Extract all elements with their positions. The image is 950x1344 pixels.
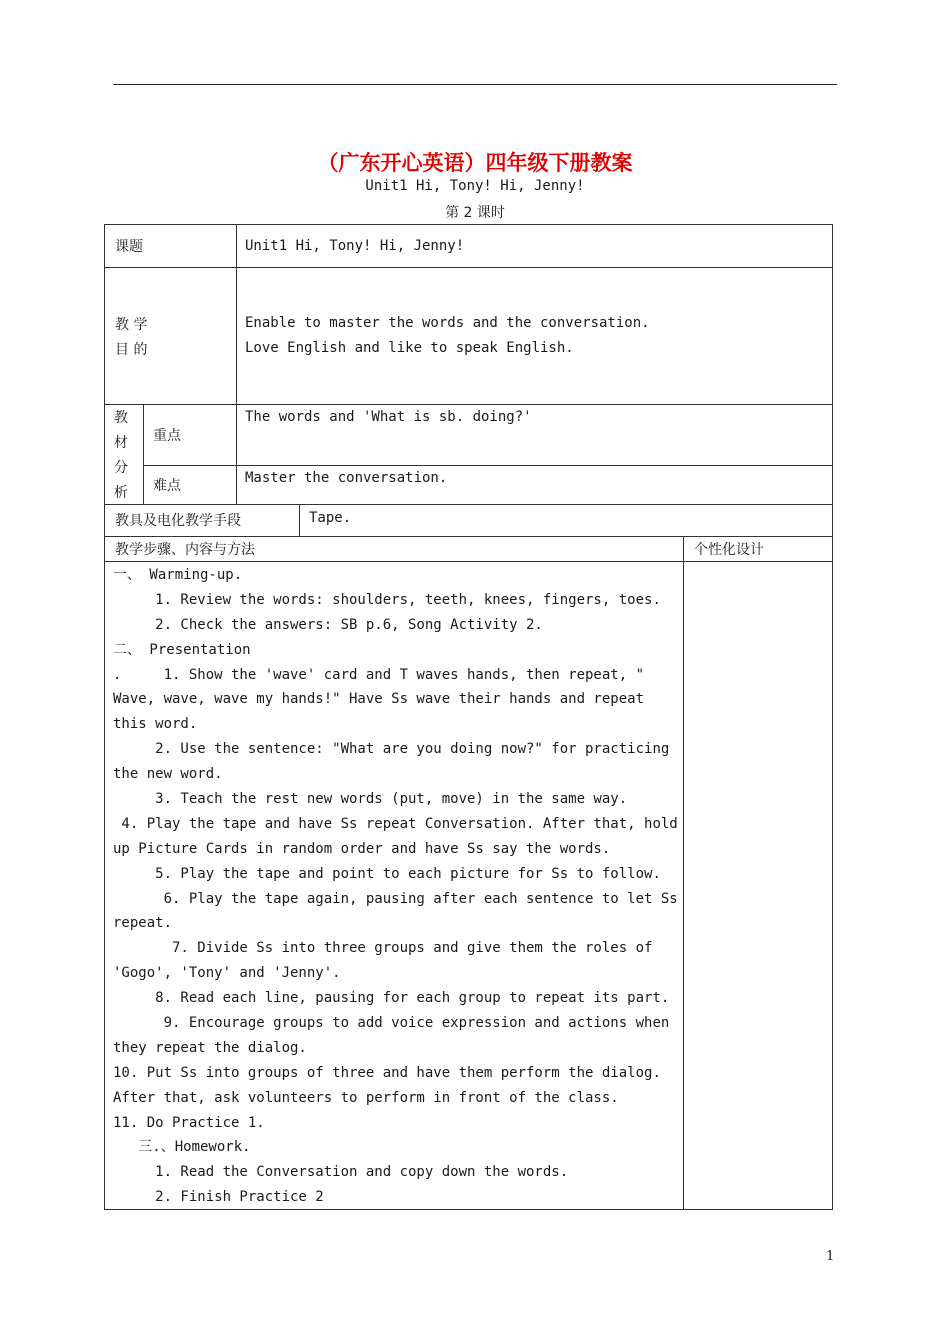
step-line: up Picture Cards in random order and have Ss say the words.	[113, 840, 611, 857]
step-line: 9. Encourage groups to add voice expression and actions when	[113, 1015, 670, 1032]
analysis-label-char: 材	[114, 435, 128, 451]
page-number: 1	[826, 1249, 835, 1264]
aims-line2: Love English and like to speak English.	[245, 340, 574, 356]
step-line: 1. Review the words: shoulders, teeth, knees, fingers, toes.	[113, 591, 661, 608]
step-line: 8. Read each line, pausing for each group to repeat its part.	[113, 990, 670, 1007]
step-line: 一、 Warming-up.	[113, 567, 243, 583]
step-line: 10. Put Ss into groups of three and have them perform the dialog.	[113, 1064, 661, 1081]
step-line: 2. Check the answers: SB p.6, Song Activity 2.	[113, 616, 543, 633]
step-line: 6. Play the tape again, pausing after each sentence to let Ss	[113, 890, 678, 907]
step-line: they repeat the dialog.	[113, 1039, 307, 1056]
row-divider	[104, 267, 833, 268]
column-divider	[236, 224, 237, 505]
lesson-number: 第 2 课时	[445, 205, 505, 221]
header-rule	[113, 84, 837, 85]
step-line: 1. Read the Conversation and copy down the words.	[113, 1164, 569, 1181]
aims-label-line2: 目 的	[115, 342, 148, 358]
teaching-steps	[113, 563, 676, 1210]
analysis-label-char: 教	[114, 410, 128, 426]
column-divider	[299, 504, 300, 536]
document-title: （广东开心英语）四年级下册教案	[317, 151, 633, 175]
step-line: this word.	[113, 716, 198, 733]
step-line: 5. Play the tape and point to each picture for Ss to follow.	[113, 865, 661, 882]
step-line: 三.、Homework.	[113, 1139, 251, 1156]
personal-design-header: 个性化设计	[694, 542, 764, 558]
step-line: Wave, wave, wave my hands!" Have Ss wave their hands and repeat	[113, 691, 645, 708]
step-line: 2. Finish Practice 2	[113, 1189, 324, 1206]
step-line: the new word.	[113, 766, 223, 783]
row-divider	[104, 561, 833, 562]
topic-value: Unit1 Hi, Tony! Hi, Jenny!	[245, 238, 465, 254]
aims-label-line1: 教 学	[115, 317, 148, 333]
step-line: 4. Play the tape and have Ss repeat Conversation. After that, hold	[113, 815, 678, 832]
teaching-aids-label: 教具及电化教学手段	[115, 513, 241, 529]
document-subtitle: Unit1 Hi, Tony! Hi, Jenny!	[365, 178, 585, 194]
topic-label: 课题	[115, 239, 143, 255]
aims-line1: Enable to master the words and the conversation.	[245, 315, 650, 331]
row-divider	[143, 465, 833, 466]
row-divider	[104, 404, 833, 405]
row-divider	[104, 504, 833, 505]
key-point-value: The words and 'What is sb. doing?'	[245, 409, 532, 425]
analysis-label-char: 分	[114, 460, 128, 476]
step-line: 2. Use the sentence: "What are you doing now?" for practicing	[113, 741, 670, 758]
step-line: 'Gogo', 'Tony' and 'Jenny'.	[113, 965, 341, 982]
teaching-aids-value: Tape.	[309, 510, 352, 526]
step-line: After that, ask volunteers to perform in front of the class.	[113, 1089, 619, 1106]
steps-header: 教学步骤、内容与方法	[115, 542, 255, 558]
step-line: repeat.	[113, 915, 173, 932]
step-line: . 1. Show the 'wave' card and T waves hands, then repeat, "	[113, 666, 645, 683]
step-line: 二、 Presentation	[113, 641, 251, 658]
column-divider	[143, 404, 144, 505]
difficult-point-label: 难点	[153, 478, 181, 494]
key-point-label: 重点	[153, 428, 181, 444]
difficult-point-value: Master the conversation.	[245, 470, 448, 486]
step-line: 11. Do Practice 1.	[113, 1114, 265, 1131]
analysis-label-char: 析	[114, 485, 128, 501]
column-divider	[683, 536, 684, 1210]
row-divider	[104, 536, 833, 537]
step-line: 7. Divide Ss into three groups and give them the roles of	[113, 940, 653, 957]
step-line: 3. Teach the rest new words (put, move) in the same way.	[113, 791, 628, 808]
